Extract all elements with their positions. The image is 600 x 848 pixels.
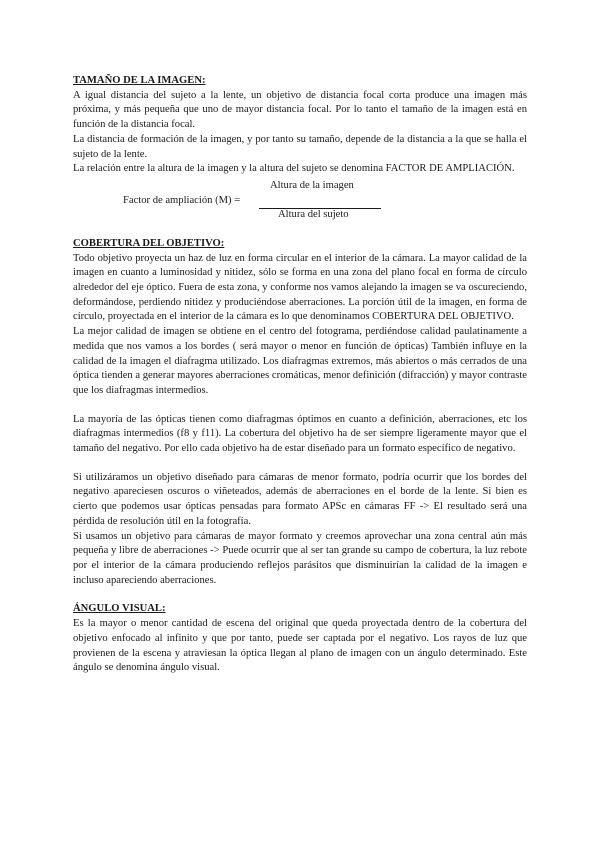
section-heading: ÁNGULO VISUAL: xyxy=(73,603,166,615)
paragraph: A igual distancia del sujeto a la lente, un objetivo de distancia focal corta produce una imagen más próxima, y más pequeña que uno de mayor distancia focal. Por lo tanto el tamaño de la imagen está en función de la distancia focal. xyxy=(73,89,527,131)
paragraph: Todo objetivo proyecta un haz de luz en forma circular en el interior de la cámara. La mayor calidad de la imagen en cuanto a luminosidad y nitidez, sólo se forma en una zona del plano focal en forma de círculo alrededor del eje óptico. Fuera de esta zona, y conforme nos vamos alejando la imagen se va oscureciendo, deformándose, perdiendo nitidez y produciéndose aberraciones. La porción útil de la imagen, en forma de círculo, proyectada en el interior de la cámara es lo que denominamos COBERTURA DEL OBJETIVO. xyxy=(73,252,527,323)
formula-label: Factor de ampliación (M) = xyxy=(123,194,241,206)
paragraph: Si usamos un objetivo para cámaras de mayor formato y creemos aprovechar una zona central aún más pequeña y libre de aberraciones -> Puede ocurrir que al ser tan grande su campo de cobertura, la luz rebote por el interior de la cámara produciendo reflejos parásitos que disminuirían la calidad de la imagen e incluso apareciendo aberraciones. xyxy=(73,530,527,586)
paragraph: La mayoría de las ópticas tienen como diafragmas óptimos en cuanto a definición, aberraciones, etc los diafragmas intermedios (f8 y f11). La cobertura del objetivo ha de ser siempre ligeramente mayor que el tamaño del negativo. Por ello cada objetivo ha de estar diseñado para un formato específico de negativo. xyxy=(73,413,527,455)
paragraph: La mejor calidad de imagen se obtiene en el centro del fotograma, perdiéndose calidad paulatinamente a medida que nos vamos a los bordes ( será mayor o menor en función de ópticas) También influye en la calidad de la imagen el diafragma utilizado. Los diafragmas extremos, más abiertos o más cerrados de una óptica tienden a generar mayores aberraciones cromáticas, menor definición (difracción) y mayor contraste que los diafragmas intermedios. xyxy=(73,326,527,396)
section-angulo-visual xyxy=(73,602,527,676)
section-tamano-imagen xyxy=(73,74,527,223)
section-cobertura-objetivo xyxy=(73,237,527,588)
paragraph: La distancia de formación de la imagen, y por tanto su tamaño, depende de la distancia a la que se halla el sujeto de la lente. xyxy=(73,133,527,160)
paragraph: La relación entre la altura de la imagen y la altura del sujeto se denomina FACTOR DE AMPLIACIÓN. xyxy=(73,163,515,175)
paragraph: Es la mayor o menor cantidad de escena del original que queda proyectada dentro de la cobertura del objetivo enfocado al infinito y que por tanto, puede ser captada por el negativo. Los rayos de luz que provienen de la escena y atraviesan la óptica llegan al plano de imagen con un ángulo determinado. Este ángulo se denomina ángulo visual. xyxy=(73,618,527,674)
formula-denominator: Altura del sujeto xyxy=(278,208,349,220)
formula-factor-ampliacion xyxy=(73,177,527,223)
section-heading: COBERTURA DEL OBJETIVO: xyxy=(73,237,225,249)
section-heading: TAMAÑO DE LA IMAGEN: xyxy=(73,75,206,86)
document-body xyxy=(73,74,527,676)
formula-numerator: Altura de la imagen xyxy=(270,179,354,191)
paragraph: Si utilizáramos un objetivo diseñado para cámaras de menor formato, podría ocurrir que los bordes del negativo apareciesen oscuros o viñeteados, además de aberraciones en el borde de la lente. Si bien es cierto que podemos usar ópticas pensadas para formato APSc en cámaras FF -> El resultado será una pérdida de resolución útil en la fotografía. xyxy=(73,471,527,527)
